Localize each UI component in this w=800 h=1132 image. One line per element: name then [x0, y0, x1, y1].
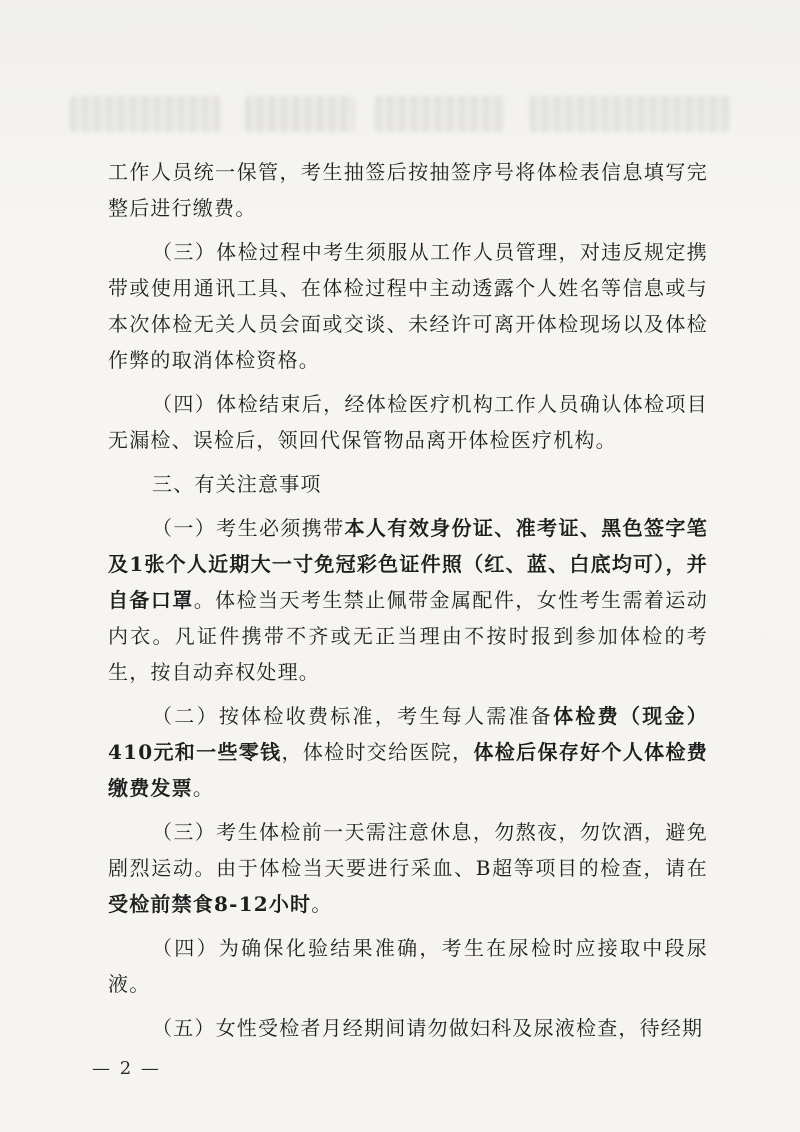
- text-segment: 。: [311, 892, 333, 916]
- notice-item-5: [108, 1010, 708, 1046]
- text-segment: 工作人员统一保管，考生抽签后按抽签序号将体检表信息填写完整后进行缴费。: [108, 160, 708, 220]
- paragraph-item-3: [108, 234, 708, 378]
- section-heading: [108, 466, 708, 502]
- notice-item-1: [108, 510, 708, 690]
- text-segment: （二）按体检收费标准，考生每人需准备: [152, 704, 554, 728]
- text-segment: （一）考生必须携带: [152, 516, 345, 540]
- bold-text-segment: 体检后保存好个人体检费缴费发票: [108, 740, 708, 800]
- text-segment: （三）考生体检前一天需注意休息，勿熬夜，勿饮酒，避免剧烈运动。由于体检当天要进行采血、B超等项目的检查，请在: [108, 820, 708, 880]
- text-segment: （五）女性受检者月经期间请勿做妇科及尿液检查，待经期: [152, 1016, 704, 1040]
- heading-text: 三、有关注意事项: [152, 472, 322, 496]
- page-number: — 2 —: [92, 1058, 161, 1079]
- text-segment: （三）体检过程中考生须服从工作人员管理，对违反规定携带或使用通讯工具、在体检过程中主动透露个人姓名等信息或与本次体检无关人员会面或交谈、未经许可离开体检现场以及体检作弊的取消体检资格。: [108, 240, 708, 372]
- text-segment: ，体检时交给医院，: [281, 740, 474, 764]
- paragraph-item-4: [108, 386, 708, 458]
- paragraph-continuation: [108, 154, 708, 226]
- bold-text-segment: 本人有效身份证、准考证、黑色签字笔及1张个人近期大一寸免冠彩色证件照（红、蓝、白底均可），并自备口罩: [108, 516, 708, 612]
- text-segment: （四）为确保化验结果准确，考生在尿检时应接取中段尿液。: [108, 936, 708, 996]
- bold-text-segment: 体检费（现金）410元和一些零钱: [108, 704, 708, 764]
- notice-item-2: [108, 698, 708, 806]
- bold-text-segment: 受检前禁食8-12小时: [108, 892, 312, 916]
- body-text: [108, 154, 708, 1046]
- notice-item-4: [108, 930, 708, 1002]
- text-segment: （四）体检结束后，经体检医疗机构工作人员确认体检项目无漏检、误检后，领回代保管物品离开体检医疗机构。: [108, 392, 708, 452]
- bleed-through-header: [70, 96, 730, 136]
- notice-item-3: [108, 814, 708, 922]
- text-segment: 。体检当天考生禁止佩带金属配件，女性考生需着运动内衣。凡证件携带不齐或无正当理由不按时报到参加体检的考生，按自动弃权处理。: [108, 588, 708, 684]
- text-segment: 。: [192, 776, 215, 800]
